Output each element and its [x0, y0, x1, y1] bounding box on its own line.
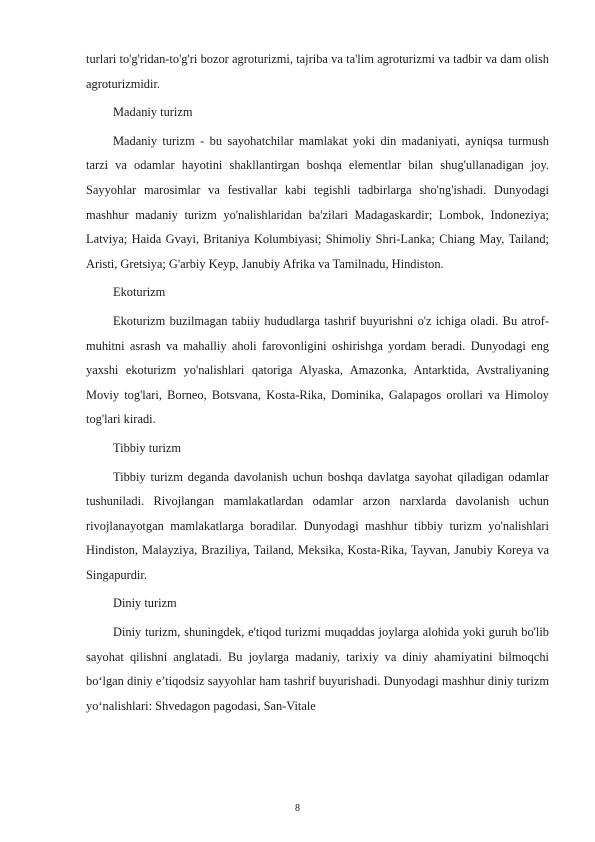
page-body	[86, 47, 549, 718]
paragraph-continuation: turlari to'g'ridan-to'g'ri bozor agroturizmi, tajriba va ta'lim agroturizmi va tadbir va dam olish agroturizmidir.	[86, 52, 549, 91]
section-heading-medical-tourism: Tibbiy turizm	[113, 440, 182, 455]
paragraph-religious-tourism: Diniy turizm, shuningdek, e'tiqod turizmi muqaddas joylarga alohida yoki guruh bo'lib sayohat qilishni anglatadi. Bu joylarga madaniy, tarixiy va diniy ahamiyatini bilmoqchi bo‘lgan diniy e’tiqodsiz sayyohlar ham tashrif buyurishadi. Dunyodagi mashhur diniy turizm yo‘nalishlari: Shvedagon pagodasi, San-Vitale	[86, 625, 549, 713]
paragraph-medical-tourism: Tibbiy turizm deganda davolanish uchun boshqa davlatga sayohat qiladigan odamlar tushuniladi. Rivojlangan mamlakatlardan odamlar arzon narxlarda davolanish uchun rivojlanayotgan mamlakatlarga boradilar. Dunyodagi mashhur tibbiy turizm yo'nalishlari Hindiston, Malayziya, Braziliya, Tailand, Meksika, Kosta-Rika, Tayvan, Janubiy Koreya va Singapurdir.	[86, 469, 549, 582]
page-number: 8	[295, 803, 300, 814]
section-heading-cultural-tourism: Madaniy turizm	[113, 105, 193, 120]
paragraph-cultural-tourism: Madaniy turizm - bu sayohatchilar mamlakat yoki din madaniyati, ayniqsa turmush tarzi va odamlar hayotini shakllantirgan boshqa elementlar bilan shug'ullanadigan joy. Sayyohlar marosimlar va festivallar kabi tegishli tadbirlarga sho'ng'ishadi. Dunyodagi mashhur madaniy turizm yo'nalishlaridan ba'zilari Madagaskardir; Lombok, Indoneziya; Latviya; Haida Gvayi, Britaniya Kolumbiyasi; Shimoliy Shri-Lanka; Chiang May, Tailand; Aristi, Gretsiya; G'arbiy Keyp, Janubiy Afrika va Tamilnadu, Hindiston.	[86, 133, 549, 271]
paragraph-ecotourism: Ekoturizm buzilmagan tabiiy hududlarga tashrif buyurishni o'z ichiga oladi. Bu atrof-muhitni asrash va mahalliy aholi farovonligini oshirishga yordam beradi. Dunyodagi eng yaxshi ekoturizm yo'nalishlari qatoriga Alyaska, Amazonka, Antarktida, Avstraliyaning Moviy tog'lari, Borneo, Botsvana, Kosta-Rika, Dominika, Galapagos orollari va Himoloy tog'lari kiradi.	[86, 313, 549, 427]
section-heading-ecotourism: Ekoturizm	[113, 285, 166, 300]
section-heading-religious-tourism: Diniy turizm	[113, 596, 177, 611]
